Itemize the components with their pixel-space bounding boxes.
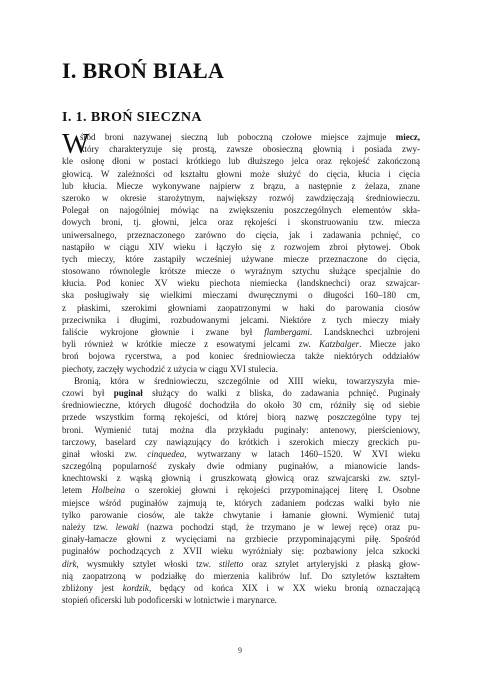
section-title: I. 1. BROŃ SIECZNA (62, 110, 202, 125)
text-line: przede wszystkim formą rękojeści, od której biorą nazwę poszczególne typy tej (62, 412, 420, 423)
text-line: z płaskimi, szerokimi głowniami zaopatrzonymi w haki do parowania ciosów (62, 302, 420, 313)
text-line: głowicą. W zależności od kształtu głowni może służyć do cięcia, kłucia i cięcia (62, 168, 420, 179)
text-line: nią zaopatrzoną w podziałkę do mierzenia kalibrów luf. Do sztyletów kształtem (62, 570, 420, 581)
text-line: broń bojowa rycerstwa, a pod koniec średniowiecza także niektórych oddziałów (62, 351, 420, 362)
body-text (62, 128, 420, 606)
text-line: miejsce wśród puginałów zajmują te, których zadaniem podczas walki było nie (62, 497, 420, 508)
text-line: przeciwnika i długimi, rozbudowanymi jelcami. Niektóre z tych mieczy miały (62, 314, 420, 325)
text-line: dirk, wysmukły sztylet włoski tzw. stiletto oraz sztylet artyleryjski z płaską głow- (62, 558, 420, 569)
text-line: byli również w krótkie miecze z esowatymi jelcami zw. Katzbalger. Miecze jako (62, 339, 420, 350)
text-line: nastąpiło w ciągu XIV wieku i łączyło się z rozwojem zbroi płytowej. Obok (62, 241, 420, 252)
paragraph-2 (62, 375, 420, 607)
text-line: ginały-łamacze głowni z wycięciami na grzbiecie przypominającymi piłę. Spośród (62, 534, 420, 545)
text-line: stosowano równolegle krótsze miecze o wyraźnym sztychu służące specjalnie do (62, 266, 420, 277)
text-line: knechtowski z wąską głownią i gruszkowatą głowicą oraz szwajcarski zw. sztyl- (62, 473, 420, 484)
text-line: szczególną popularność zyskały dwie odmiany puginałów, a mianowicie lands- (62, 461, 420, 472)
text-line: tych mieczy, które zastąpiły wcześniej używane miecze przeznaczone do cięcia, (62, 253, 420, 264)
text-line: faliście wykrojone głownie i zwane był flambergami. Landsknechci uzbrojeni (62, 327, 420, 337)
text-line: zbliżony jest kordzik, będący od końca XIX i w XX wieku bronią oznaczającą (62, 582, 420, 593)
text-line: ska posługiwały się wielkimi mieczami dwuręcznymi o długości 160–180 cm, (62, 290, 420, 301)
text-line: uniwersalnego, przeznaczonego zarówno do cięcia, jak i zadawania pchnięć, co (62, 229, 420, 240)
text-line: piechoty, zaczęły wychodzić z użycia w ciągu XVI stulecia. (62, 363, 278, 374)
text-line: letem Holbeina o szerokiej głowni i rękojeści przypominającej literę I. Osobne (62, 485, 420, 496)
paragraph-1 (62, 128, 420, 375)
chapter-title: I. BROŃ BIAŁA (62, 58, 225, 83)
text-line: czowi był puginał służący do walki z bliska, do zadawania pchnięć. Puginały (62, 387, 420, 398)
text-line: należy tzw. lewaki (nazwa pochodzi stąd, że trzymano je w lewej ręce) oraz pu- (62, 522, 420, 532)
text-line: stopień oficerski lub podoficerski w lotnictwie i marynarce. (62, 595, 277, 606)
text-line: który charakteryzuje się prostą, zawsze obosieczną głownią i posiada zwy- (80, 144, 420, 155)
drop-cap: W (62, 128, 90, 160)
text-line: średniowieczne, których długość dochodziła do około 30 cm, różniły się od siebie (62, 400, 420, 411)
text-line: ginał włoski zw. cinquedea, wytwarzany w latach 1460–1520. W XVI wieku (62, 448, 420, 459)
text-line: dowych broni, tj. głowni, jelca oraz rękojeści i skonstruowaniu tzw. miecza (62, 217, 420, 228)
text-line: Polegał on najogólniej mówiąc na zwiększeniu poszczególnych elementów skła- (62, 205, 420, 216)
text-line: tarczowy, baselard czy nawiązujący do krótkich i szerokich mieczy greckich pu- (62, 436, 420, 447)
text-line: puginałów pochodzących z XVII wieku wyróżniały się: pozbawiony jelca szkocki (62, 546, 420, 557)
text-line: szeroko w okresie starożytnym, największy rozwój zawdzięczają średniowieczu. (62, 192, 420, 203)
text-line: kłucia. Pod koniec XV wieku piechota niemiecka (landsknechci) oraz szwajcar- (62, 278, 420, 289)
text-line: broni. Wymienić tutaj można dla przykładu puginały: antenowy, pierścieniowy, (62, 424, 420, 435)
text-line: śród broni nazywanej sieczną lub poboczną czołowe miejsce zajmuje miecz, (80, 132, 420, 142)
text-line: kle osłonę dłoni w postaci krótkiego lub dłuższego jelca oraz rękojeść zakończoną (62, 156, 420, 167)
text-line: lub kłucia. Miecze wykonywane najpierw z brązu, a następnie z żelaza, znane (62, 180, 420, 191)
text-line: tylko parowanie ciosów, ale także chwytanie i łamanie głowni. Wymienić tutaj (62, 509, 420, 520)
text-line: Bronią, która w średniowieczu, szczególnie od XIII wieku, towarzyszyła mie- (74, 375, 420, 386)
page-number: 9 (238, 646, 242, 655)
